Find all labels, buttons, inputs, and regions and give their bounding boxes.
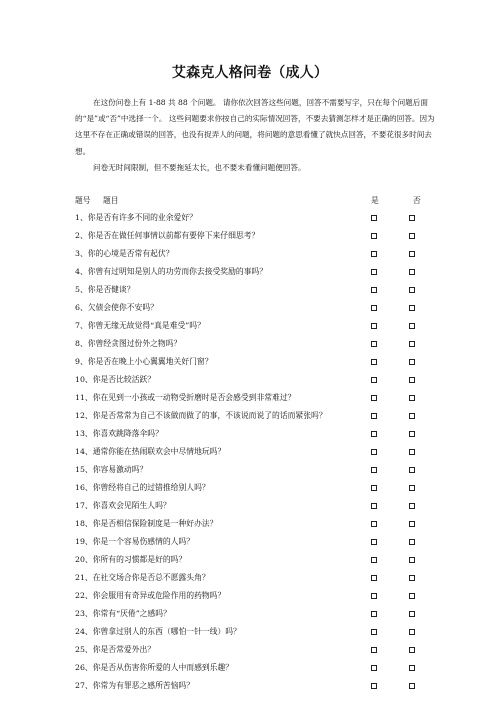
question-text: 21、在社交场合你是否总不愿露头角？ bbox=[75, 573, 210, 582]
question-text: 15、你容易激动吗？ bbox=[75, 465, 148, 474]
question-row bbox=[75, 461, 435, 479]
no-checkbox[interactable] bbox=[409, 647, 415, 653]
question-text: 22、你会服用有奇异或危险作用的药物吗？ bbox=[75, 591, 226, 600]
no-checkbox[interactable] bbox=[409, 233, 415, 239]
question-text: 24、你曾拿过别人的东西（哪怕一针一线）吗？ bbox=[75, 627, 241, 636]
question-text: 6、欠债会使你不安吗？ bbox=[75, 303, 158, 312]
no-checkbox[interactable] bbox=[409, 503, 415, 509]
question-text: 9、你是否在晚上小心翼翼地关好门窗？ bbox=[75, 357, 213, 366]
question-row bbox=[75, 335, 435, 353]
question-text: 27、你常为有罪恶之感所苦恼吗？ bbox=[75, 681, 195, 690]
question-row bbox=[75, 389, 435, 407]
no-checkbox[interactable] bbox=[409, 413, 415, 419]
question-row bbox=[75, 209, 435, 227]
no-checkbox[interactable] bbox=[409, 341, 415, 347]
yes-checkbox[interactable] bbox=[371, 215, 377, 221]
question-text: 12、你是否常常为自己不该做而做了的事，不该说而说了的话而紧张吗？ bbox=[75, 411, 327, 420]
yes-checkbox[interactable] bbox=[371, 557, 377, 563]
question-text: 8、你曾经贪图过份外之物吗？ bbox=[75, 339, 182, 348]
yes-checkbox[interactable] bbox=[371, 431, 377, 437]
yes-checkbox[interactable] bbox=[371, 503, 377, 509]
no-checkbox[interactable] bbox=[409, 269, 415, 275]
no-checkbox[interactable] bbox=[409, 593, 415, 599]
question-text: 4、你曾有过明知是别人的功劳而你去接受奖励的事吗？ bbox=[75, 267, 268, 276]
yes-checkbox[interactable] bbox=[371, 575, 377, 581]
no-checkbox[interactable] bbox=[409, 557, 415, 563]
yes-checkbox[interactable] bbox=[371, 521, 377, 527]
yes-checkbox[interactable] bbox=[371, 449, 377, 455]
no-checkbox[interactable] bbox=[409, 521, 415, 527]
yes-checkbox[interactable] bbox=[371, 395, 377, 401]
yes-checkbox[interactable] bbox=[371, 377, 377, 383]
yes-checkbox[interactable] bbox=[371, 665, 377, 671]
question-text: 26、你是否从伤害你所爱的人中而感到乐趣？ bbox=[75, 663, 234, 672]
no-checkbox[interactable] bbox=[409, 323, 415, 329]
question-list bbox=[75, 209, 435, 695]
no-checkbox[interactable] bbox=[409, 611, 415, 617]
question-row bbox=[75, 569, 435, 587]
no-checkbox[interactable] bbox=[409, 305, 415, 311]
instructions-paragraph-1: 在这份问卷上有 1-88 共 88 个问题。 请你依次回答这些问题，回答不需要写字，只在每个问题后面的“是”或“否”中选择一个。 这些问题要求你按自己的实际情况回答，不要去猜测怎样才是正确的回答。因为这里不存在正确或错误的回答，也没有捉弄人的问题，将问题的意思看懂了就快点回答，不要花很多时间去想。 bbox=[75, 98, 435, 156]
question-row bbox=[75, 515, 435, 533]
yes-checkbox[interactable] bbox=[371, 251, 377, 257]
no-checkbox[interactable] bbox=[409, 251, 415, 257]
question-text: 19、你是一个容易伤感情的人吗？ bbox=[75, 537, 195, 546]
no-checkbox[interactable] bbox=[409, 665, 415, 671]
question-row bbox=[75, 659, 435, 677]
question-row bbox=[75, 497, 435, 515]
yes-checkbox[interactable] bbox=[371, 359, 377, 365]
header-item: 题目 bbox=[103, 196, 119, 205]
question-row bbox=[75, 317, 435, 335]
question-row bbox=[75, 263, 435, 281]
instructions-paragraph-2: 问卷无时间限制，但不要拖延太长，也不要未看懂问题便回答。 bbox=[93, 162, 306, 172]
question-text: 1、你是否有许多不同的业余爱好？ bbox=[75, 213, 197, 222]
question-row bbox=[75, 353, 435, 371]
question-row bbox=[75, 479, 435, 497]
no-checkbox[interactable] bbox=[409, 449, 415, 455]
question-text: 25、你是否常爱外出？ bbox=[75, 645, 156, 654]
no-checkbox[interactable] bbox=[409, 359, 415, 365]
question-row bbox=[75, 425, 435, 443]
question-text: 3、你的心境是否常有起伏？ bbox=[75, 249, 174, 258]
yes-checkbox[interactable] bbox=[371, 683, 377, 689]
yes-checkbox[interactable] bbox=[371, 629, 377, 635]
no-checkbox[interactable] bbox=[409, 683, 415, 689]
no-checkbox[interactable] bbox=[409, 215, 415, 221]
yes-checkbox[interactable] bbox=[371, 593, 377, 599]
table-header bbox=[75, 195, 435, 207]
no-checkbox[interactable] bbox=[409, 575, 415, 581]
question-row bbox=[75, 641, 435, 659]
no-checkbox[interactable] bbox=[409, 485, 415, 491]
question-row bbox=[75, 551, 435, 569]
question-row bbox=[75, 587, 435, 605]
yes-checkbox[interactable] bbox=[371, 305, 377, 311]
question-row bbox=[75, 281, 435, 299]
question-text: 5、你是否健谈？ bbox=[75, 285, 135, 294]
yes-checkbox[interactable] bbox=[371, 323, 377, 329]
instructions bbox=[75, 95, 435, 176]
header-number: 题号 bbox=[75, 196, 91, 205]
yes-checkbox[interactable] bbox=[371, 647, 377, 653]
header-yes: 是 bbox=[371, 196, 379, 205]
question-row bbox=[75, 407, 435, 425]
question-row bbox=[75, 227, 435, 245]
yes-checkbox[interactable] bbox=[371, 287, 377, 293]
question-text: 14、通常你能在热闹联欢会中尽情地玩吗？ bbox=[75, 447, 226, 456]
question-text: 11、你在见到一小孩或一动物受折磨时是否会感受到非常难过？ bbox=[75, 393, 296, 402]
no-checkbox[interactable] bbox=[409, 539, 415, 545]
no-checkbox[interactable] bbox=[409, 467, 415, 473]
question-text: 18、你是否相信保险制度是一种好办法？ bbox=[75, 519, 218, 528]
yes-checkbox[interactable] bbox=[371, 413, 377, 419]
question-row bbox=[75, 623, 435, 641]
yes-checkbox[interactable] bbox=[371, 233, 377, 239]
question-text: 10、你是否比较活跃？ bbox=[75, 375, 156, 384]
yes-checkbox[interactable] bbox=[371, 539, 377, 545]
question-row bbox=[75, 677, 435, 695]
page-title: 艾森克人格问卷（成人） bbox=[171, 65, 329, 81]
question-text: 16、你曾经将自己的过错推给别人吗？ bbox=[75, 483, 210, 492]
yes-checkbox[interactable] bbox=[371, 269, 377, 275]
question-row bbox=[75, 443, 435, 461]
yes-checkbox[interactable] bbox=[371, 611, 377, 617]
question-row bbox=[75, 533, 435, 551]
no-checkbox[interactable] bbox=[409, 287, 415, 293]
question-row bbox=[75, 299, 435, 317]
question-text: 23、你常有“厌倦”之感吗？ bbox=[75, 609, 171, 618]
no-checkbox[interactable] bbox=[409, 629, 415, 635]
yes-checkbox[interactable] bbox=[371, 341, 377, 347]
question-row bbox=[75, 371, 435, 389]
question-text: 2、你是否在做任何事情以前都有要停下来仔细思考？ bbox=[75, 231, 260, 240]
no-checkbox[interactable] bbox=[409, 395, 415, 401]
yes-checkbox[interactable] bbox=[371, 467, 377, 473]
question-text: 20、你所有的习惯都是好的吗？ bbox=[75, 555, 187, 564]
no-checkbox[interactable] bbox=[409, 431, 415, 437]
no-checkbox[interactable] bbox=[409, 377, 415, 383]
question-row bbox=[75, 605, 435, 623]
question-text: 17、你喜欢会见陌生人吗？ bbox=[75, 501, 171, 510]
question-text: 7、你曾无缘无故觉得“真是难受”吗？ bbox=[75, 321, 205, 330]
question-text: 13、你喜欢跳降落伞吗？ bbox=[75, 429, 163, 438]
yes-checkbox[interactable] bbox=[371, 485, 377, 491]
header-no: 否 bbox=[413, 196, 421, 205]
question-row bbox=[75, 245, 435, 263]
